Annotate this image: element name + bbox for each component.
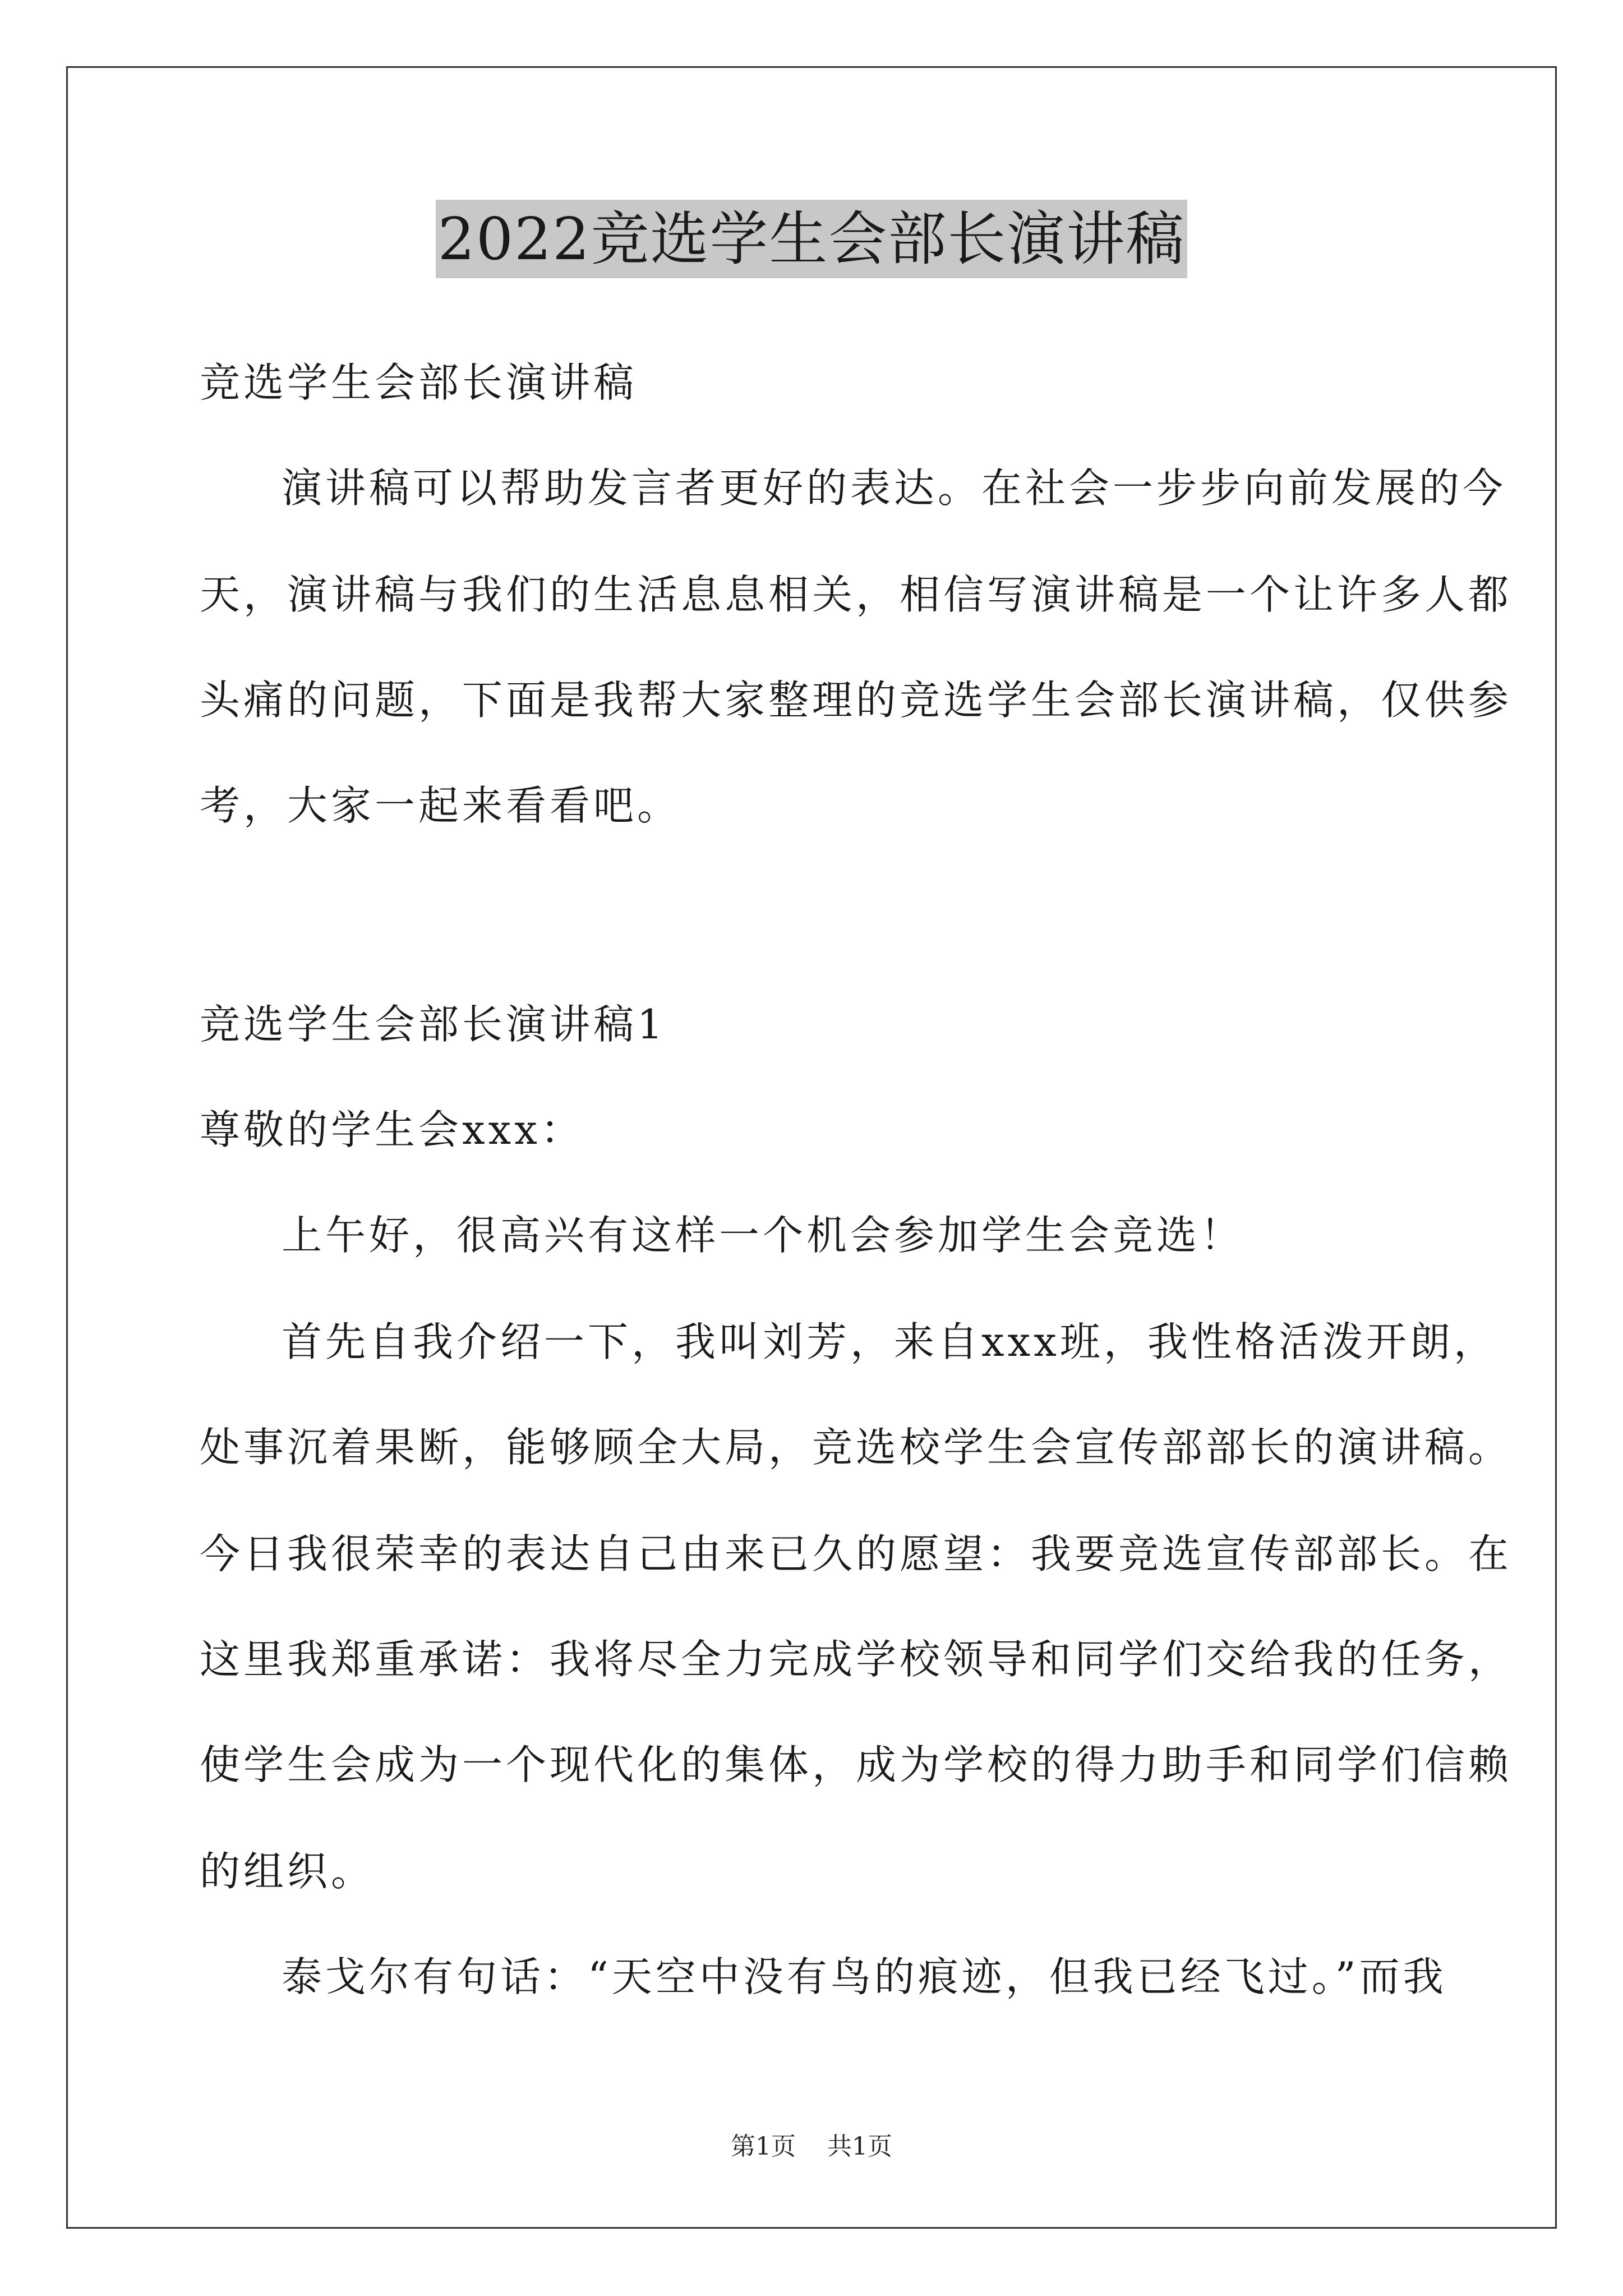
title-container bbox=[0, 200, 1623, 278]
page-number: 第1页 bbox=[731, 2132, 796, 2161]
paragraph-line: 天，演讲稿与我们的生活息息相关，相信写演讲稿是一个让许多人都 bbox=[200, 571, 1513, 618]
salutation-line: 尊敬的学生会xxx： bbox=[200, 1106, 584, 1153]
paragraph-line: 上午好，很高兴有这样一个机会参加学生会竞选！ bbox=[282, 1212, 1244, 1259]
paragraph-line: 头痛的问题，下面是我帮大家整理的竞选学生会部长演讲稿，仅供参 bbox=[200, 677, 1513, 724]
paragraph-line: 的组织。 bbox=[200, 1848, 375, 1895]
paragraph-line: 使学生会成为一个现代化的集体，成为学校的得力助手和同学们信赖 bbox=[200, 1741, 1513, 1788]
subtitle-line: 竞选学生会部长演讲稿 bbox=[200, 359, 638, 406]
paragraph-line: 首先自我介绍一下，我叫刘芳，来自xxx班，我性格活泼开朗， bbox=[282, 1318, 1497, 1365]
page-footer bbox=[0, 2126, 1623, 2162]
paragraph-line: 处事沉着果断，能够顾全大局，竞选校学生会宣传部部长的演讲稿。 bbox=[200, 1424, 1513, 1471]
paragraph-line: 考，大家一起来看看吧。 bbox=[200, 782, 681, 829]
page-total: 共1页 bbox=[827, 2132, 892, 2161]
document-title: 2022竞选学生会部长演讲稿 bbox=[436, 200, 1188, 278]
paragraph-line: 泰戈尔有句话：“天空中没有鸟的痕迹，但我已经飞过。”而我 bbox=[282, 1953, 1447, 2000]
section-heading: 竞选学生会部长演讲稿1 bbox=[200, 1001, 666, 1048]
paragraph-line: 演讲稿可以帮助发言者更好的表达。在社会一步步向前发展的今 bbox=[282, 464, 1507, 512]
paragraph-line: 这里我郑重承诺：我将尽全力完成学校领导和同学们交给我的任务， bbox=[200, 1636, 1513, 1683]
paragraph-line: 今日我很荣幸的表达自己由来已久的愿望：我要竞选宣传部部长。在 bbox=[200, 1530, 1513, 1577]
